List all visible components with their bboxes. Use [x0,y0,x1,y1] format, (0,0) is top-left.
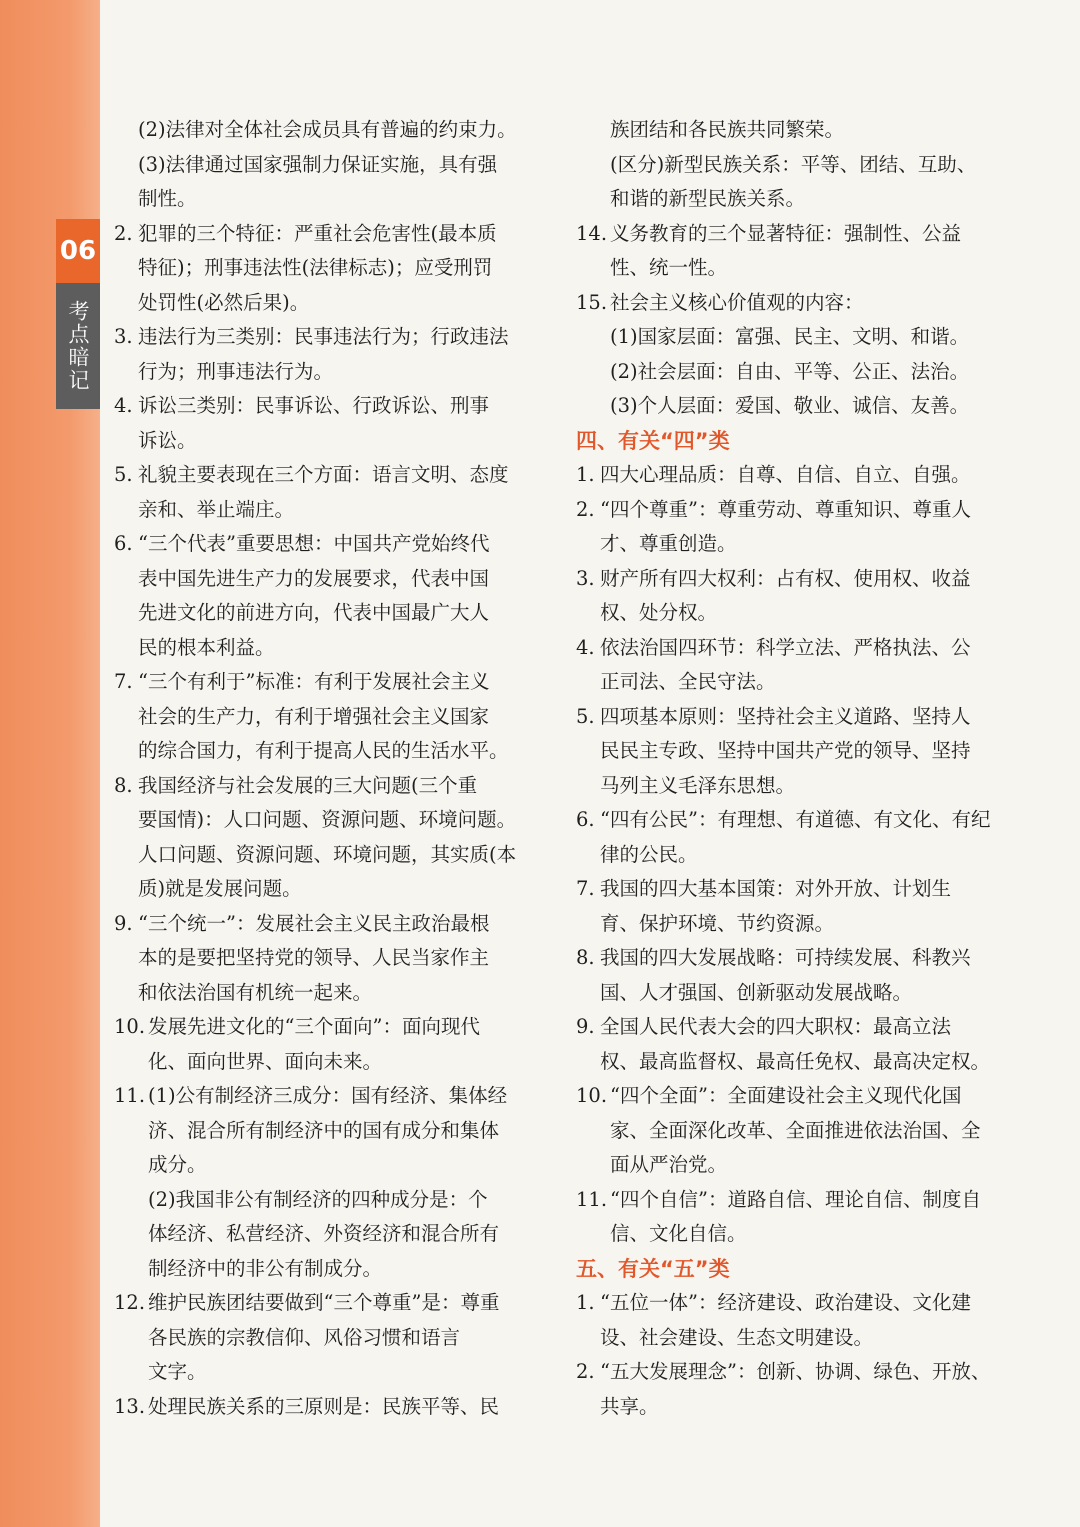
list-item-3 [114,320,530,355]
item-number: 2. [576,497,595,521]
item-number: 4. [114,394,133,417]
section-heading-four: 四、有关“四”类 [576,428,730,453]
text-line: 济、混合所有制经济中的国有成分和集体 [148,1118,500,1142]
section-heading-five: 五、有关“五”类 [576,1256,730,1281]
text-line: 和谐的新型民族关系。 [610,187,806,210]
text-line: (2)法律对全体社会成员具有普遍的约束力。 [138,118,517,141]
text-line: 正司法、全民守法。 [600,670,776,693]
item-number: 3. [576,566,595,590]
item-text: “四有公民”：有理想、有道德、有文化、有纪 [600,808,991,831]
text-line: 律的公民。 [600,842,698,866]
text-line: 制经济中的非公有制成分。 [148,1256,383,1280]
item-number: 2. [576,1360,595,1383]
item-text: 我国的四大发展战略：可持续发展、科教兴 [600,946,971,969]
item-text: 财产所有四大权利：占有权、使用权、收益 [600,566,971,590]
list-item-4-6 [576,803,992,838]
text-line: 本的是要把坚持党的领导、人民当家作主 [138,946,490,969]
list-item-4-2 [576,493,992,528]
text-line: 共享。 [600,1394,659,1418]
item-number: 6. [576,808,595,831]
item-number: 3. [114,325,133,348]
text-line: 人口问题、资源问题、环境问题，其实质(本 [138,842,517,866]
text-line: 设、社会建设、生态文明建设。 [600,1325,874,1349]
item-number: 14. [576,221,608,245]
item-text: “五大发展理念”：创新、协调、绿色、开放、 [600,1360,991,1383]
list-item-4 [114,389,530,424]
text-line: 的综合国力，有利于提高人民的生活水平。 [138,739,509,762]
list-item-4-11 [576,1183,992,1218]
list-item-14 [576,217,992,252]
text-line: 才、尊重创造。 [600,532,737,555]
item-number: 6. [114,532,133,555]
text-line: 族团结和各民族共同繁荣。 [610,118,845,141]
list-item-5 [114,458,530,493]
chapter-label-tab: 考点暗记 [56,283,100,409]
item-number: 4. [576,635,595,659]
text-line: 马列主义毛泽东思想。 [600,773,796,797]
item-number: 11. [576,1187,608,1211]
list-item-5-2 [576,1355,992,1390]
list-item-8 [114,769,530,804]
item-number: 7. [576,877,595,900]
item-number: 5. [576,704,595,728]
item-text: 义务教育的三个显著特征：强制性、公益 [610,221,962,245]
text-line: 先进文化的前进方向，代表中国最广大人 [138,601,490,624]
text-line: (2)我国非公有制经济的四种成分是：个 [148,1187,488,1211]
item-text: 我国的四大基本国策：对外开放、计划生 [600,877,952,900]
list-item-15 [576,286,992,321]
list-item-6 [114,527,530,562]
text-line: (3)法律通过国家强制力保证实施，具有强 [138,152,498,176]
item-text: 全国人民代表大会的四大职权：最高立法 [600,1015,952,1038]
text-line: 行为；刑事违法行为。 [138,359,334,383]
text-line: 质)就是发展问题。 [138,877,302,900]
list-item-4-5 [576,700,992,735]
list-item-4-1 [576,458,992,493]
list-item-5-1 [576,1286,992,1321]
item-text: “三个有利于”标准：有利于发展社会主义 [138,670,490,693]
text-line: 成分。 [148,1153,207,1176]
text-line: 面从严治党。 [610,1153,728,1176]
item-text: 我国经济与社会发展的三大问题(三个重 [138,773,478,797]
list-item-12 [114,1286,530,1321]
list-item-4-8 [576,941,992,976]
text-line: 体经济、私营经济、外资经济和混合所有 [148,1222,500,1245]
item-text: “五位一体”：经济建设、政治建设、文化建 [600,1291,971,1314]
chapter-number-tab: 06 [56,219,100,283]
item-number: 10. [576,1084,608,1107]
text-line: 国、人才强国、创新驱动发展战略。 [600,980,913,1004]
item-number: 2. [114,221,133,245]
item-number: 8. [576,946,595,969]
item-text: 礼貌主要表现在三个方面：语言文明、态度 [138,463,509,486]
text-line: 权、最高监督权、最高任免权、最高决定权。 [600,1049,991,1073]
item-text: “四个自信”：道路自信、理论自信、制度自 [610,1187,981,1211]
text-line: 性、统一性。 [610,256,728,279]
list-item-4-9 [576,1010,992,1045]
list-item-9 [114,907,530,942]
item-number: 15. [576,290,608,314]
list-item-4-3 [576,562,992,597]
item-number: 13. [114,1394,146,1418]
item-text: (1)公有制经济三成分：国有经济、集体经 [148,1084,508,1107]
text-line: 特征)；刑事违法性(法律标志)；应受刑罚 [138,256,493,279]
text-line: 化、面向世界、面向未来。 [148,1049,383,1073]
list-item-4-10 [576,1079,992,1114]
list-item-7 [114,665,530,700]
text-line: 文字。 [148,1360,207,1383]
item-text: 违法行为三类别：民事违法行为；行政违法 [138,325,509,348]
text-line: 和依法治国有机统一起来。 [138,980,373,1004]
text-line: 各民族的宗教信仰、风俗习惯和语言 [148,1325,461,1349]
item-text: 犯罪的三个特征：严重社会危害性(最本质 [138,221,497,245]
item-number: 10. [114,1015,146,1038]
item-number: 11. [114,1084,146,1107]
text-line: 亲和、举止端庄。 [138,497,295,521]
right-column [576,113,992,1424]
text-line: 社会的生产力，有利于增强社会主义国家 [138,704,490,728]
text-line: (3)个人层面：爱国、敬业、诚信、友善。 [610,394,970,417]
item-text: 处理民族关系的三原则是：民族平等、民 [148,1394,500,1418]
item-text: 社会主义核心价值观的内容： [610,290,864,314]
text-line: 制性。 [138,187,197,210]
text-line: 处罚性(必然后果)。 [138,290,310,314]
item-text: “三个代表”重要思想：中国共产党始终代 [138,532,490,555]
text-line: 民的根本利益。 [138,635,275,659]
item-number: 5. [114,463,133,486]
list-item-2 [114,217,530,252]
item-text: 四项基本原则：坚持社会主义道路、坚持人 [600,704,971,728]
list-item-11 [114,1079,530,1114]
item-number: 12. [114,1291,146,1314]
item-text: “四个全面”：全面建设社会主义现代化国 [610,1084,962,1107]
text-line: 表中国先进生产力的发展要求，代表中国 [138,566,490,590]
item-text: 依法治国四环节：科学立法、严格执法、公 [600,635,971,659]
item-text: “四个尊重”：尊重劳动、尊重知识、尊重人 [600,497,971,521]
text-line: (2)社会层面：自由、平等、公正、法治。 [610,359,970,383]
text-line: 民民主专政、坚持中国共产党的领导、坚持 [600,739,971,762]
text-line: (区分)新型民族关系：平等、团结、互助、 [610,152,977,176]
item-text: 诉讼三类别：民事诉讼、行政诉讼、刑事 [138,394,490,417]
left-column [114,113,530,1424]
text-line: 信、文化自信。 [610,1222,747,1245]
list-item-4-4 [576,631,992,666]
text-line: 诉讼。 [138,428,197,452]
item-number: 9. [576,1015,595,1038]
list-item-13 [114,1390,530,1425]
item-number: 7. [114,670,133,693]
text-line: 家、全面深化改革、全面推进依法治国、全 [610,1118,981,1142]
item-number: 1. [576,1291,595,1314]
text-line: 要国情)：人口问题、资源问题、环境问题。 [138,808,517,831]
item-text: 维护民族团结要做到“三个尊重”是：尊重 [148,1291,500,1314]
text-line: 育、保护环境、节约资源。 [600,911,835,935]
text-line: (1)国家层面：富强、民主、文明、和谐。 [610,325,970,348]
item-text: “三个统一”：发展社会主义民主政治最根 [138,911,490,935]
item-number: 1. [576,463,595,486]
text-line: 权、处分权。 [600,601,718,624]
item-text: 发展先进文化的“三个面向”：面向现代 [148,1015,480,1038]
item-text: 四大心理品质：自尊、自信、自立、自强。 [600,463,971,486]
item-number: 9. [114,911,133,935]
list-item-4-7 [576,872,992,907]
item-number: 8. [114,773,133,797]
list-item-10 [114,1010,530,1045]
